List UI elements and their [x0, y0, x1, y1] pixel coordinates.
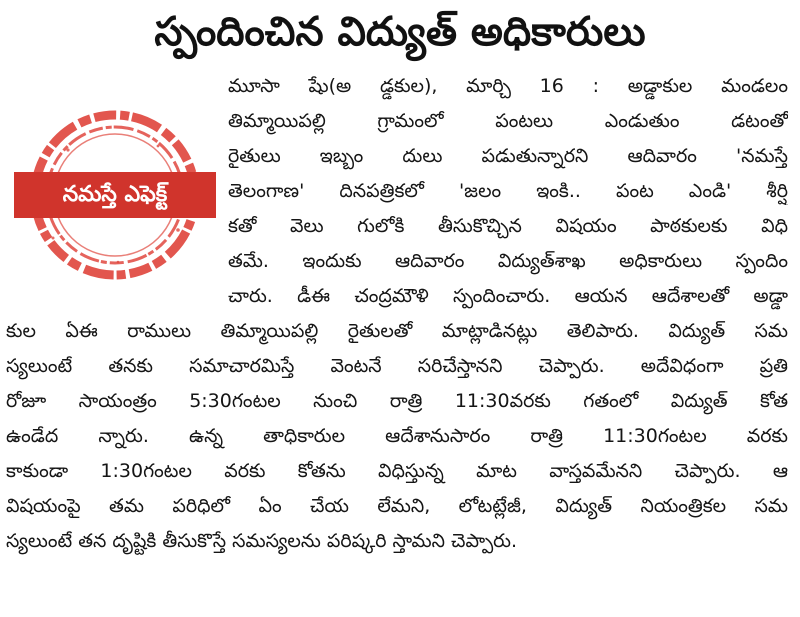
body-line: తమే. ఇందుకు ఆదివారం విద్యుత్‌శాఖ అధికారులు స్పందిం	[228, 250, 788, 272]
article-headline: స్పందించిన విద్యుత్ అధికారులు	[154, 9, 646, 55]
body-line: తెలంగాణ' దినపత్రికలో 'జలం ఇంకి.. పంట ఎండి' శీర్షి	[228, 180, 788, 202]
body-line: తిమ్మాయిపల్లి గ్రామంలో పంటలు ఎండుతుం డటంతో	[228, 110, 788, 132]
body-line: మూసా షేు(అ డ్డకుల), మార్చి 16 : అడ్డాకుల మండలం	[228, 75, 788, 97]
body-line: విషయంపై తమ పరిధిలో ఏం చేయ లేమని, లోటట్లేజీ, విద్యుత్ నియంత్రికల సమ	[6, 495, 788, 517]
stamp-label: నమస్తే ఎఫెక్ట్	[14, 172, 216, 218]
body-line: రైతులు ఇబ్బం దులు పడుతున్నారని ఆదివారం 'నమస్తే	[228, 145, 788, 167]
namaste-effect-stamp	[8, 110, 222, 280]
body-line: కతో వెలు గులోకి తీసుకొచ్చిన విషయం పాఠకులకు విధి	[228, 215, 788, 237]
body-line: స్యలుంటే తన దృష్టికి తీసుకొస్తే సమస్యలను పరిష్కరి స్తామని చెప్పారు.	[6, 530, 518, 552]
body-line: స్యలుంటే తనకు సమాచారమిస్తే వెంటనే సరిచేస్తానని చెప్పారు. అదేవిధంగా ప్రతి	[6, 355, 788, 377]
body-line: కాకుండా 1:30గంటల వరకు కోతను విధిస్తున్న మాట వాస్తవమేనని చెప్పారు. ఆ	[6, 460, 788, 482]
body-line: రోజూ సాయంత్రం 5:30గంటల నుంచి రాత్రి 11:30వరకు గతంలో విద్యుత్ కోత	[6, 390, 788, 412]
body-line: కుల ఏఈ రాములు తిమ్మాయిపల్లి రైతులతో మాట్లాడినట్లు తెలిపారు. విద్యుత్ సమ	[6, 320, 788, 342]
body-line: చారు. డీఈ చంద్రమౌళి స్పందించారు. ఆయన ఆదేశాలతో అడ్డా	[228, 285, 788, 307]
body-line: ఉండేద న్నారు. ఉన్న తాధికారుల ఆదేశానుసారం రాత్రి 11:30గంటల వరకు	[6, 425, 788, 447]
